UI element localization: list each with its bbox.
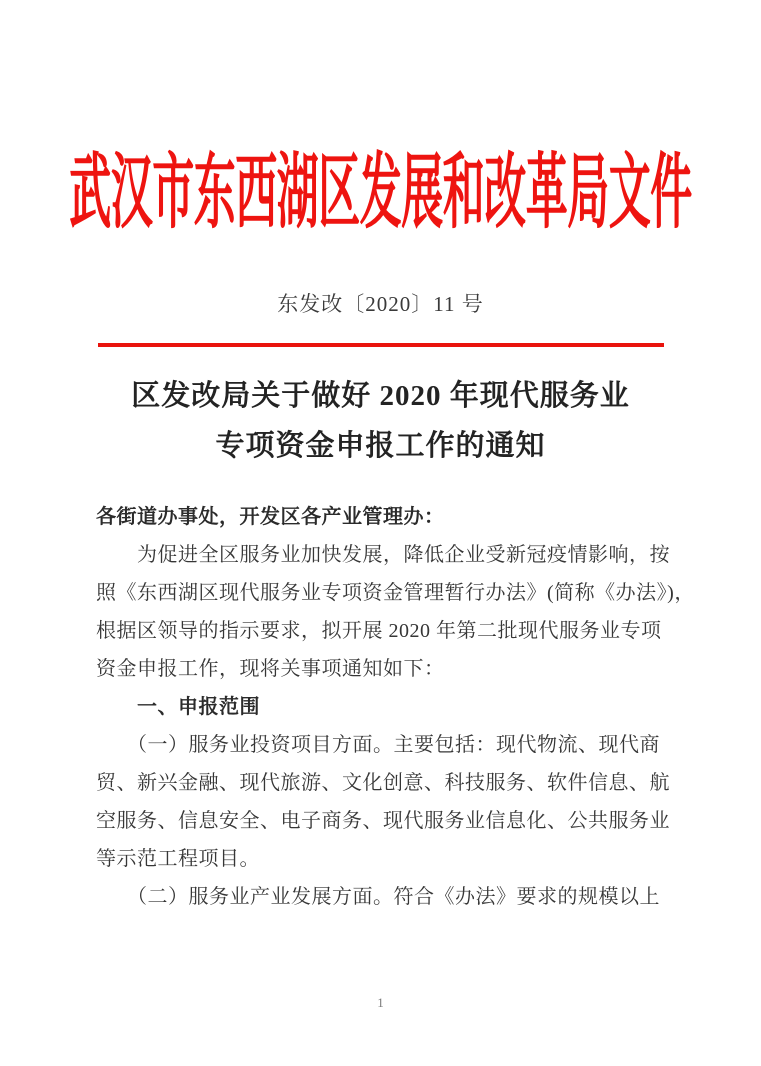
document-title: [0, 371, 761, 471]
paragraph-line: 照《东西湖区现代服务业专项资金管理暂行办法》(简称《办法》)，: [96, 582, 695, 604]
letterhead-title: 武汉市东西湖区发展和改革局文件: [69, 149, 692, 240]
paragraph-line: （一）服务业投资项目方面。主要包括：现代物流、现代商: [96, 734, 660, 756]
salutation-line: 各街道办事处，开发区各产业管理办：: [96, 506, 445, 528]
page-number: 1: [377, 995, 384, 1010]
paragraph-line: 等示范工程项目。: [96, 848, 260, 870]
section-heading-line: 一、申报范围: [96, 696, 260, 718]
paragraph-line: 根据区领导的指示要求，拟开展 2020 年第二批现代服务业专项: [96, 620, 662, 642]
document-title-line-1: 区发改局关于做好 2020 年现代服务业: [131, 380, 630, 412]
paragraph-line: 为促进全区服务业加快发展，降低企业受新冠疫情影响，按: [96, 544, 670, 566]
paragraph-line: 资金申报工作，现将关事项通知如下：: [96, 658, 445, 680]
paragraph-line: 空服务、信息安全、电子商务、现代服务业信息化、公共服务业: [96, 810, 670, 832]
red-divider-rule: [98, 343, 664, 347]
paragraph-line: 贸、新兴金融、现代旅游、文化创意、科技服务、软件信息、航: [96, 772, 670, 794]
document-title-line-2: 专项资金申报工作的通知: [215, 430, 546, 462]
document-body: [96, 498, 695, 916]
document-number: 东发改〔2020〕11 号: [277, 292, 484, 316]
paragraph-line: （二）服务业产业发展方面。符合《办法》要求的规模以上: [96, 886, 660, 908]
letterhead: [0, 143, 761, 240]
